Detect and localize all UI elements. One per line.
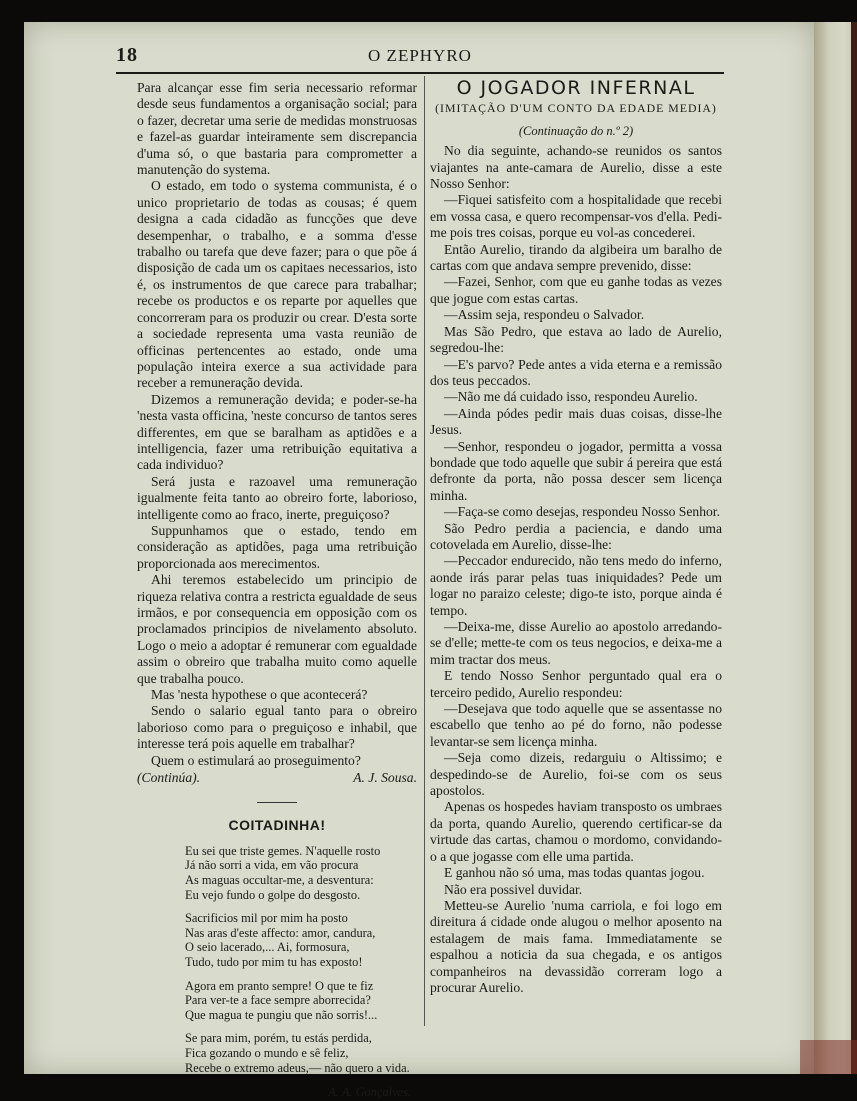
story-paragraph: —Peccador endurecido, não tens medo do inferno, aonde irás parar pelas tuas iniquidades? Pede um logar no paraizo celeste; digo-te isto, porque ainda é tempo.	[430, 553, 722, 618]
story-paragraph: —Desejava que todo aquelle que se assentasse no escabello que tenho ao pé do forno, não podesse levantar-se sem licença minha.	[430, 701, 722, 749]
poem-stanza	[185, 911, 417, 969]
poem-line: Que magua te pungiu que não sorris!...	[185, 1007, 378, 1022]
article-paragraph: Dizemos a remuneração devida; e poder-se-ha 'nesta vasta officina, 'neste concurso de tantos seres differentes, em que se baralham as aptidões e a intelligencia, fazer uma retribuição equitativa a cada individuo?	[137, 391, 417, 473]
page-corner-shadow	[800, 1040, 857, 1074]
page-number: 18	[116, 44, 138, 66]
continua-label: (Continúa).	[137, 770, 201, 786]
story-paragraph: E ganhou não só uma, mas todas quantas jogou.	[444, 865, 705, 881]
poem-line: As maguas occultar-me, a desventura:	[185, 873, 374, 888]
story-paragraph: —Fazei, Senhor, com que eu ganhe todas as vezes que jogue com estas cartas.	[430, 274, 722, 306]
binding-strip	[851, 22, 857, 1074]
poem-line: Tudo, tudo por mim tu has exposto!	[185, 955, 363, 970]
next-page-edge	[814, 22, 857, 1074]
journal-title: O ZEPHYRO	[368, 46, 472, 65]
story-paragraph: —Seja como dizeis, redarguiu o Altissimo; e despedindo-se de Aurelio, foi-se com os seus apostolos.	[430, 750, 722, 799]
story-paragraph: —Ainda pódes pedir mais duas coisas, disse-lhe Jesus.	[430, 405, 722, 438]
poem-stanza	[185, 979, 417, 1023]
poem-line: Recebe o extremo adeus,— não quero a vida.	[185, 1060, 410, 1075]
column-divider	[424, 76, 425, 1026]
story-paragraph: —Não me dá cuidado isso, respondeu Aurelio.	[444, 389, 698, 405]
story-paragraph: Apenas os hospedes haviam transposto os umbraes da porta, quando Aurelio, querendo certificar-se da virtude das cartas, chamou o mordomo, convidando-o a que jogasse com elle uma partida.	[430, 799, 722, 864]
story-paragraph: Mas São Pedro, que estava ao lado de Aurelio, segredou-lhe:	[430, 323, 722, 356]
poem-line: O seio lacerado,... Ai, formosura,	[185, 940, 350, 955]
poem-line: Agora em pranto sempre! O que te fiz	[185, 978, 374, 993]
poem-title: COITADINHA!	[228, 817, 326, 834]
page-header	[116, 34, 724, 72]
article-paragraph: Será justa e razoavel uma remuneração igualmente feita tanto ao obreiro forte, laborioso, intelligente como ao fraco, inerte, preguiçoso?	[137, 473, 417, 522]
story-continuation: (Continuação do n.º 2)	[518, 123, 634, 138]
article-paragraph: Quem o estimulará ao proseguimento?	[151, 752, 361, 768]
story-paragraph: —E's parvo? Pede antes a vida eterna e a remissão dos teus peccados.	[430, 356, 722, 388]
story-paragraph: —Fiquei satisfeito com a hospitalidade que recebi em vossa casa, e quero recompensar-vos d'ella. Pedi-me pois tres coisas, porque eu vol-as concederei.	[430, 192, 722, 241]
right-column	[430, 77, 722, 996]
story-subtitle: (IMITAÇÃO D'UM CONTO DA EDADE MEDIA)	[435, 101, 717, 116]
story-paragraph: Não era possivel duvidar.	[444, 881, 583, 897]
article-paragraph: O estado, em todo o systema communista, é o unico proprietario de todas as cousas; é quem designa a cada cidadão as funcções que deve desempenhar, o trabalho, e a somma d'esse trabalho ou tarefa que deve fazer; para o que põe á disposição de cada um os capitaes necessarios, isto é, os instrumentos de que carece para trabalhar; recebe os productos e os reparte por aquelles que concorreram para os produzir ou crear. D'esta sorte a sociedade representa uma vasta reunião de officinas pertencentes ao estado, onde uma população inteira exerce a sua actividade para receber a remuneração devida.	[137, 178, 417, 391]
article-paragraph: Para alcançar esse fim seria necessario reformar desde seus fundamentos a organisação social; para o fazer, decretar uma serie de medidas monstruosas e fazel-as guardar inteiramente sem discrepancia d'uma só, o que bastaria para comprometter a manutenção do systema.	[137, 80, 417, 178]
article-paragraph: Suppunhamos que o estado, tendo em consideração as aptidões, paga uma retribuição proporcionada aos merecimentos.	[137, 522, 417, 571]
header-rule	[116, 72, 724, 74]
story-paragraph: —Senhor, respondeu o jogador, permitta a vossa bondade que todo aquelle que subir á pereira que está defronte da porta, não possa descer sem licença minha.	[430, 438, 722, 503]
article-signature	[137, 770, 417, 786]
left-column	[137, 80, 417, 1101]
story-paragraph: —Faça-se como desejas, respondeu Nosso Senhor.	[444, 504, 720, 520]
article-paragraph: Ahi teremos estabelecido um principio de riqueza relativa contra a restricta egualdade de seus irmãos, e por consequencia em opposição com os proclamados principios de nivelamento absoluto. Logo o meio a adoptar é remunerar com egualdade assim o obreiro que trabalha muito como aquelle que trabalha pouco.	[137, 572, 417, 686]
poem-line: Eu vejo fundo o golpe do desgosto.	[185, 887, 361, 902]
story-paragraph: —Deixa-me, disse Aurelio ao apostolo arredando-se d'elle; mette-te com os teus negocios, e deixa-me a mim tractar dos meus.	[430, 619, 722, 667]
story-paragraph: São Pedro perdia a paciencia, e dando uma cotovelada em Aurelio, disse-lhe:	[430, 520, 722, 552]
poem-line: Sacrificios mil por mim ha posto	[185, 911, 348, 926]
article-paragraph: Sendo o salario egual tanto para o obreiro laborioso como para o preguiçoso e inhabil, que interesse terá pois aquelle em trabalhar?	[137, 703, 417, 752]
poem-line: Se para mim, porém, tu estás perdida,	[185, 1031, 372, 1046]
poem-stanza	[185, 1031, 417, 1075]
article-author: A. J. Sousa.	[353, 770, 417, 786]
poem-author: A. A. Gonçalves.	[328, 1085, 411, 1100]
story-paragraph: —Assim seja, respondeu o Salvador.	[444, 307, 645, 323]
story-paragraph: No dia seguinte, achando-se reunidos os santos viajantes na ante-camara de Aurelio, disse a este Nosso Senhor:	[430, 143, 722, 192]
story-title: O JOGADOR INFERNAL	[456, 77, 696, 99]
poem-line: Para ver-te a face sempre aborrecida?	[185, 993, 371, 1008]
poem-line: Fica gozando o mundo e sê feliz,	[185, 1046, 349, 1060]
poem-line: Já não sorri a vida, em vão procura	[185, 858, 359, 873]
poem-line: Nas aras d'este affecto: amor, candura,	[185, 925, 376, 940]
poem-line: Eu sei que triste gemes. N'aquelle rosto	[185, 843, 381, 858]
article-paragraph: Mas 'nesta hypothese o que acontecerá?	[151, 687, 368, 703]
poem-stanza	[185, 844, 417, 902]
story-paragraph: Metteu-se Aurelio 'numa carriola, e foi logo em direitura á cidade onde alugou o melhor aposento na estalagem de mais fama. Immediatamente se espalhou a noticia da sua chegada, e os antigos companheiros na devassidão correram logo a procurar Aurelio.	[430, 897, 722, 995]
story-paragraph: Então Aurelio, tirando da algibeira um baralho de cartas com que andava sempre prevenido, disse:	[430, 241, 722, 274]
section-rule	[257, 802, 297, 803]
story-paragraph: E tendo Nosso Senhor perguntado qual era o terceiro pedido, Aurelio respondeu:	[430, 668, 722, 700]
poem	[137, 844, 417, 1075]
